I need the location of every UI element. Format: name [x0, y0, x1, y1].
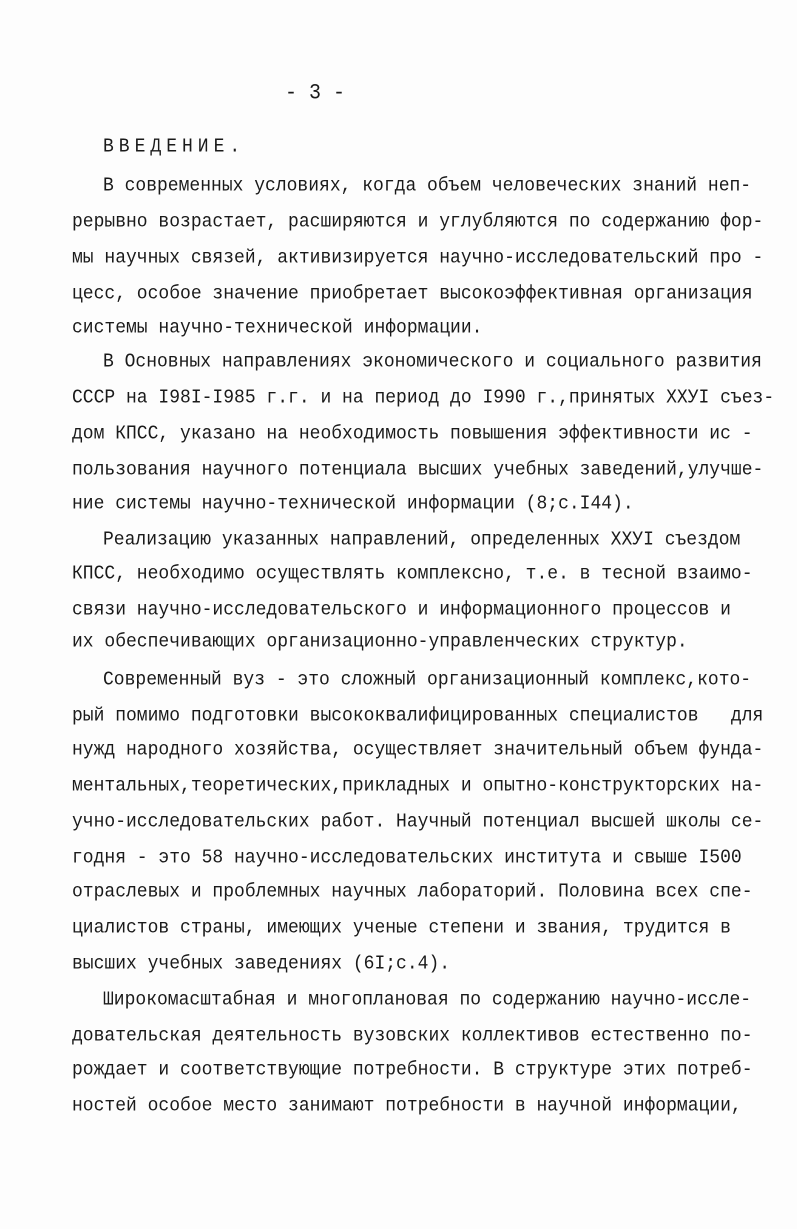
text-line: В Основных направлениях экономического и социального развития [103, 351, 762, 373]
text-line: ментальных,теоретических,прикладных и опытно-конструкторских на- [72, 775, 764, 797]
text-line: Реализацию указанных направлений, определенных ХХУI съездом [103, 529, 741, 551]
text-line: пользования научного потенциала высших учебных заведений,улучше- [72, 459, 764, 481]
text-line: связи научно-исследовательского и информационного процессов и [72, 599, 731, 621]
text-line: Широкомасштабная и многоплановая по содержанию научно-иссле- [103, 989, 752, 1011]
text-line: системы научно-технической информации. [72, 317, 483, 339]
text-line: дом КПСС, указано на необходимость повышения эффективности ис - [72, 423, 753, 445]
text-line: рождает и соответствующие потребности. В структуре этих потреб- [72, 1059, 753, 1081]
text-line: Современный вуз - это сложный организационный комплекс,кото- [103, 669, 752, 691]
text-line: СССР на I98I-I985 г.г. и на период до I990 г.,принятых ХХУI съез- [72, 387, 775, 409]
text-line: рый помимо подготовки высококвалифицированных специалистов для [72, 705, 764, 727]
text-line: нужд народного хозяйства, осуществляет значительный объем фунда- [72, 739, 764, 761]
text-line: учно-исследовательских работ. Научный потенциал высшей школы се- [72, 811, 764, 833]
text-line: цесс, особое значение приобретает высокоэффективная организация [72, 283, 753, 305]
page-number: - 3 - [285, 80, 346, 107]
text-line: мы научных связей, активизируется научно-исследовательский про - [72, 247, 764, 269]
text-line: довательская деятельность вузовских коллективов естественно по- [72, 1025, 753, 1047]
text-line: годня - это 58 научно-исследовательских института и свыше I500 [72, 847, 742, 869]
text-line: КПСС, необходимо осуществлять комплексно, т.е. в тесной взаимо- [72, 563, 753, 585]
text-line: В современных условиях, когда объем человеческих знаний неп- [103, 175, 752, 197]
text-line: ние системы научно-технической информации (8;с.I44). [72, 493, 634, 515]
text-line: высших учебных заведениях (6I;с.4). [72, 953, 451, 975]
section-heading: ВВЕДЕНИЕ. [103, 136, 246, 158]
text-line: отраслевых и проблемных научных лабораторий. Половина всех спе- [72, 881, 753, 903]
text-line: циалистов страны, имеющих ученые степени и звания, трудится в [72, 917, 731, 939]
text-line: рерывно возрастает, расширяются и углубляются по содержанию фор- [72, 211, 764, 233]
text-line: ностей особое место занимают потребности в научной информации, [72, 1095, 742, 1117]
text-line: их обеспечивающих организационно-управленческих структур. [72, 631, 688, 653]
